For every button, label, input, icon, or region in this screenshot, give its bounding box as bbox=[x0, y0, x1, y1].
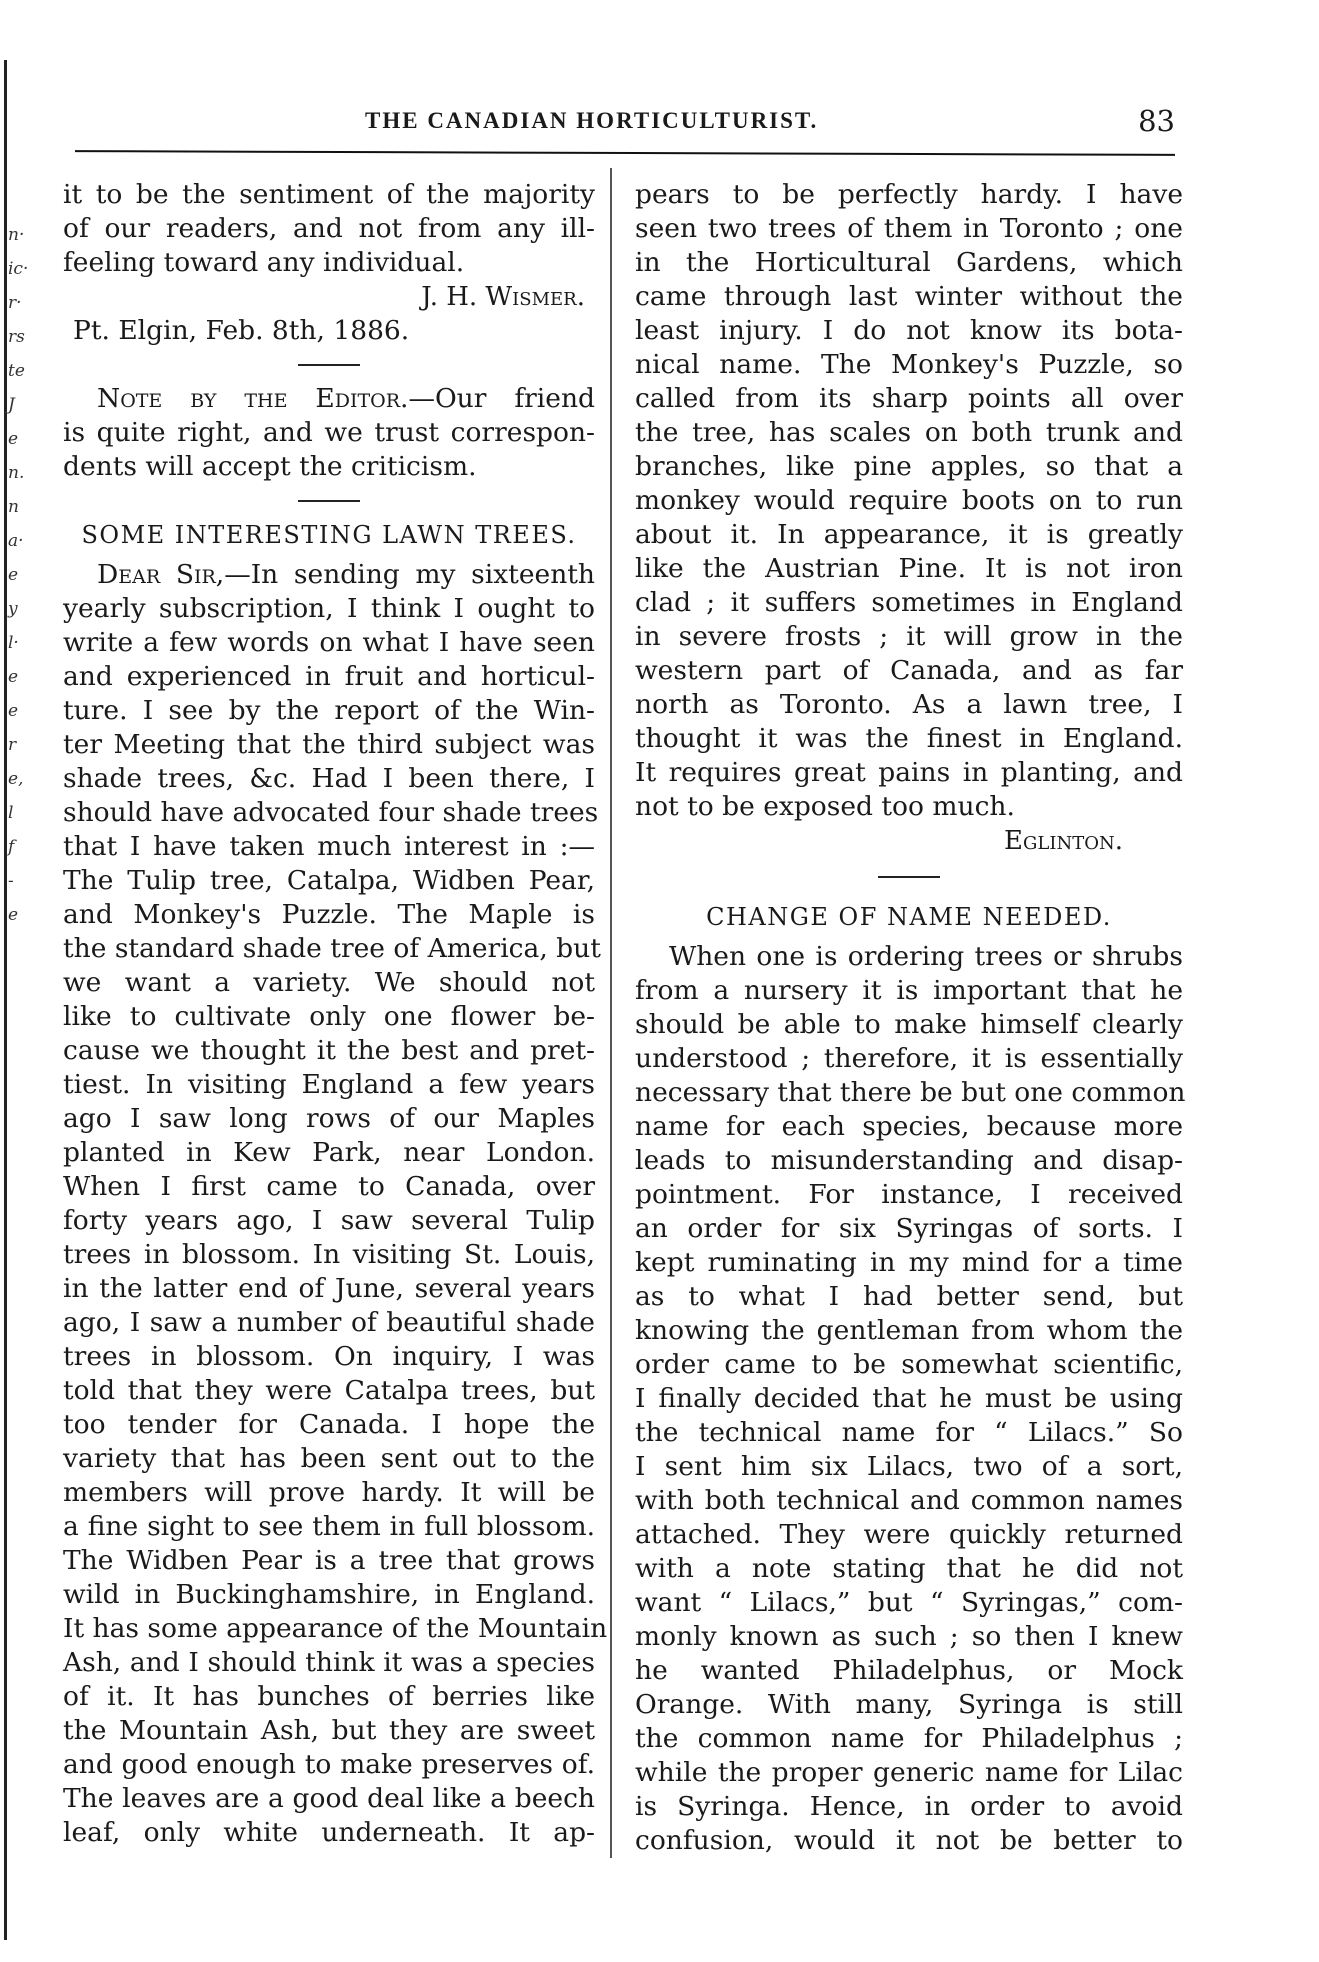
margin-fragment: e bbox=[8, 701, 19, 721]
continuation-text bbox=[635, 178, 1183, 824]
margin-fragment: e bbox=[8, 565, 19, 585]
text-line: western part of Canada, and as far bbox=[635, 655, 1183, 686]
text-line: variety that has been sent out to the bbox=[63, 1443, 595, 1474]
margin-fragment: r bbox=[8, 735, 17, 755]
text-line: knowing the gentleman from whom the bbox=[635, 1315, 1183, 1346]
text-line: he wanted Philadelphus, or Mock bbox=[635, 1655, 1183, 1686]
text-line: clad ; it suffers sometimes in England bbox=[635, 587, 1183, 618]
text-line: a fine sight to see them in full blossom. bbox=[63, 1511, 595, 1542]
text-line: nical name. The Monkey's Puzzle, so bbox=[635, 349, 1183, 380]
editor-note-text: —Our friend bbox=[408, 383, 595, 414]
text-line: not to be exposed too much. bbox=[635, 791, 1015, 822]
text-line: about it. In appearance, it is greatly bbox=[635, 519, 1183, 550]
editor-note-line: dents will accept the criticism. bbox=[63, 451, 477, 482]
margin-fragment: l bbox=[8, 803, 14, 823]
text-line: trees in blossom. On inquiry, I was bbox=[63, 1341, 595, 1372]
text-line: members will prove hardy. It will be bbox=[63, 1477, 595, 1508]
text-line: The Tulip tree, Catalpa, Widben Pear, bbox=[63, 865, 595, 896]
article-signature: Eglinton. bbox=[1004, 826, 1123, 856]
text-line: the technical name for “ Lilacs.” So bbox=[635, 1417, 1183, 1448]
text-line: ago I saw long rows of our Maples bbox=[63, 1103, 595, 1134]
text-line: an order for six Syringas of sorts. I bbox=[635, 1213, 1183, 1244]
left-column bbox=[63, 178, 608, 1850]
text-line: and good enough to make preserves of. bbox=[63, 1749, 595, 1780]
letter-text bbox=[63, 178, 595, 280]
text-line: understood ; therefore, it is essentially bbox=[635, 1043, 1183, 1074]
text-line: in the latter end of June, several years bbox=[63, 1273, 595, 1304]
text-line: planted in Kew Park, near London. bbox=[63, 1137, 595, 1168]
text-line: shade trees, &c. Had I been there, I bbox=[63, 763, 595, 794]
margin-fragment: f bbox=[8, 837, 15, 857]
text-line: pears to be perfectly hardy. I have bbox=[635, 179, 1183, 210]
right-column bbox=[635, 178, 1186, 1858]
margin-fragment: - bbox=[8, 871, 14, 891]
text-line: When one is ordering trees or shrubs bbox=[669, 941, 1183, 972]
margin-fragment: J bbox=[8, 395, 15, 415]
text-line: the common name for Philadelphus ; bbox=[635, 1723, 1183, 1754]
text-line: the Mountain Ash, but they are sweet bbox=[63, 1715, 595, 1746]
article-body bbox=[63, 592, 608, 1850]
text-line: leaf, only white underneath. It ap- bbox=[63, 1817, 595, 1848]
text-line: the standard shade tree of America, but bbox=[63, 933, 601, 964]
text-line: ter Meeting that the third subject was bbox=[63, 729, 595, 760]
text-line: Ash, and I should think it was a species bbox=[63, 1647, 595, 1678]
article-first-line bbox=[63, 558, 595, 592]
text-line: should be able to make himself clearly bbox=[635, 1009, 1183, 1040]
text-line: that I have taken much interest in :— bbox=[63, 831, 595, 862]
text-line: monly known as such ; so then I knew bbox=[635, 1621, 1183, 1652]
text-line: tiest. In visiting England a few years bbox=[63, 1069, 595, 1100]
text-line: we want a variety. We should not bbox=[63, 967, 595, 998]
margin-fragment: e bbox=[8, 667, 19, 687]
text-line: is Syringa. Hence, in order to avoid bbox=[635, 1791, 1183, 1822]
text-line: should have advocated four shade trees bbox=[63, 797, 599, 828]
text-line: told that they were Catalpa trees, but bbox=[63, 1375, 595, 1406]
text-line: it to be the sentiment of the majority bbox=[63, 179, 595, 210]
salutation: Dear Sir, bbox=[97, 559, 225, 590]
page-header bbox=[75, 104, 1175, 140]
text-line: I sent him six Lilacs, two of a sort, bbox=[635, 1451, 1183, 1482]
margin-fragment: r· bbox=[8, 293, 22, 313]
editor-note-line: is quite right, and we trust correspon- bbox=[63, 417, 595, 448]
margin-fragment: te bbox=[8, 361, 25, 381]
text-line: in severe frosts ; it will grow in the bbox=[635, 621, 1183, 652]
text-line: attached. They were quickly returned bbox=[635, 1519, 1183, 1550]
text-line: necessary that there be but one common bbox=[635, 1077, 1186, 1108]
margin-fragment: rs bbox=[8, 327, 25, 347]
margin-fragment: e, bbox=[8, 769, 24, 789]
text-line: monkey would require boots on to run bbox=[635, 485, 1183, 516]
article-text: —In sending my sixteenth bbox=[224, 559, 595, 590]
binding-edge bbox=[4, 60, 7, 1940]
text-line: confusion, would it not be better to bbox=[635, 1825, 1183, 1856]
page-number: 83 bbox=[1138, 104, 1175, 138]
left-margin-strip bbox=[0, 0, 29, 1962]
article-heading: CHANGE OF NAME NEEDED. bbox=[706, 903, 1112, 931]
text-line: write a few words on what I have seen bbox=[63, 627, 595, 658]
text-line: branches, like pine apples, so that a bbox=[635, 451, 1183, 482]
text-line: seen two trees of them in Toronto ; one bbox=[635, 213, 1183, 244]
text-line: The leaves are a good deal like a beech bbox=[63, 1783, 595, 1814]
text-line: It has some appearance of the Mountain bbox=[63, 1613, 608, 1644]
text-line: in the Horticultural Gardens, which bbox=[635, 247, 1183, 278]
text-line: like to cultivate only one flower be- bbox=[63, 1001, 595, 1032]
text-line: and experienced in fruit and horticul- bbox=[63, 661, 595, 692]
lawn-trees-article bbox=[63, 558, 608, 1850]
article-heading: SOME INTERESTING LAWN TREES. bbox=[81, 521, 577, 549]
text-line: order came to be somewhat scientific, bbox=[635, 1349, 1183, 1380]
text-line: too tender for Canada. I hope the bbox=[63, 1409, 595, 1440]
running-head: THE CANADIAN HORTICULTURIST. bbox=[365, 108, 819, 133]
text-line: while the proper generic name for Lilac bbox=[635, 1757, 1183, 1788]
text-line: feeling toward any individual. bbox=[63, 247, 465, 278]
letter-signature: J. H. Wismer. bbox=[421, 282, 585, 312]
section-rule bbox=[878, 876, 940, 878]
text-line: north as Toronto. As a lawn tree, I bbox=[635, 689, 1183, 720]
text-line: like the Austrian Pine. It is not iron bbox=[635, 553, 1183, 584]
margin-fragment: l· bbox=[8, 633, 19, 653]
margin-fragment: n· bbox=[8, 225, 25, 245]
text-line: of it. It has bunches of berries like bbox=[63, 1681, 595, 1712]
text-line: When I first came to Canada, over bbox=[63, 1171, 595, 1202]
text-line: The Widben Pear is a tree that grows bbox=[63, 1545, 595, 1576]
text-line: ture. I see by the report of the Win- bbox=[63, 695, 595, 726]
text-line: ago, I saw a number of beautiful shade bbox=[63, 1307, 595, 1338]
text-line: kept ruminating in my mind for a time bbox=[635, 1247, 1183, 1278]
header-rule bbox=[75, 150, 1175, 156]
section-rule bbox=[298, 500, 360, 502]
text-line: from a nursery it is important that he bbox=[635, 975, 1183, 1006]
margin-fragment: n bbox=[8, 497, 19, 517]
text-line: of our readers, and not from any ill- bbox=[63, 213, 595, 244]
text-line: the tree, has scales on both trunk and bbox=[635, 417, 1183, 448]
text-line: trees in blossom. In visiting St. Louis, bbox=[63, 1239, 595, 1270]
letter-dateline: Pt. Elgin, Feb. 8th, 1886. bbox=[73, 315, 410, 346]
text-line: with both technical and common names bbox=[635, 1485, 1183, 1516]
text-line: least injury. I do not know its bota- bbox=[635, 315, 1183, 346]
text-line: Orange. With many, Syringa is still bbox=[635, 1689, 1183, 1720]
margin-fragment: ic· bbox=[8, 259, 29, 279]
margin-fragment: e bbox=[8, 905, 19, 925]
section-rule bbox=[298, 364, 360, 366]
text-line: name for each species, because more bbox=[635, 1111, 1183, 1142]
column-divider bbox=[610, 168, 612, 1858]
text-line: with a note stating that he did not bbox=[635, 1553, 1183, 1584]
text-line: I finally decided that he must be using bbox=[635, 1383, 1183, 1414]
editor-note-first-line bbox=[63, 382, 595, 416]
name-change-article bbox=[635, 940, 1186, 1858]
text-line: yearly subscription, I think I ought to bbox=[63, 593, 595, 624]
text-line: wild in Buckinghamshire, in England. bbox=[63, 1579, 595, 1610]
text-line: forty years ago, I saw several Tulip bbox=[63, 1205, 595, 1236]
text-line: cause we thought it the best and pret- bbox=[63, 1035, 595, 1066]
margin-fragment: n. bbox=[8, 463, 25, 483]
text-line: called from its sharp points all over bbox=[635, 383, 1183, 414]
text-line: pointment. For instance, I received bbox=[635, 1179, 1183, 1210]
text-line: It requires great pains in planting, and bbox=[635, 757, 1183, 788]
editor-note bbox=[63, 382, 595, 484]
text-line: came through last winter without the bbox=[635, 281, 1183, 312]
editor-note-lead: Note by the Editor. bbox=[97, 383, 409, 414]
text-line: as to what I had better send, but bbox=[635, 1281, 1183, 1312]
margin-fragment: a· bbox=[8, 531, 24, 551]
text-line: leads to misunderstanding and disap- bbox=[635, 1145, 1183, 1176]
text-line: thought it was the finest in England. bbox=[635, 723, 1183, 754]
text-line: want “ Lilacs,” but “ Syringas,” com- bbox=[635, 1587, 1183, 1618]
text-line: and Monkey's Puzzle. The Maple is bbox=[63, 899, 595, 930]
margin-fragment: y bbox=[8, 599, 18, 619]
margin-fragment: e bbox=[8, 429, 19, 449]
